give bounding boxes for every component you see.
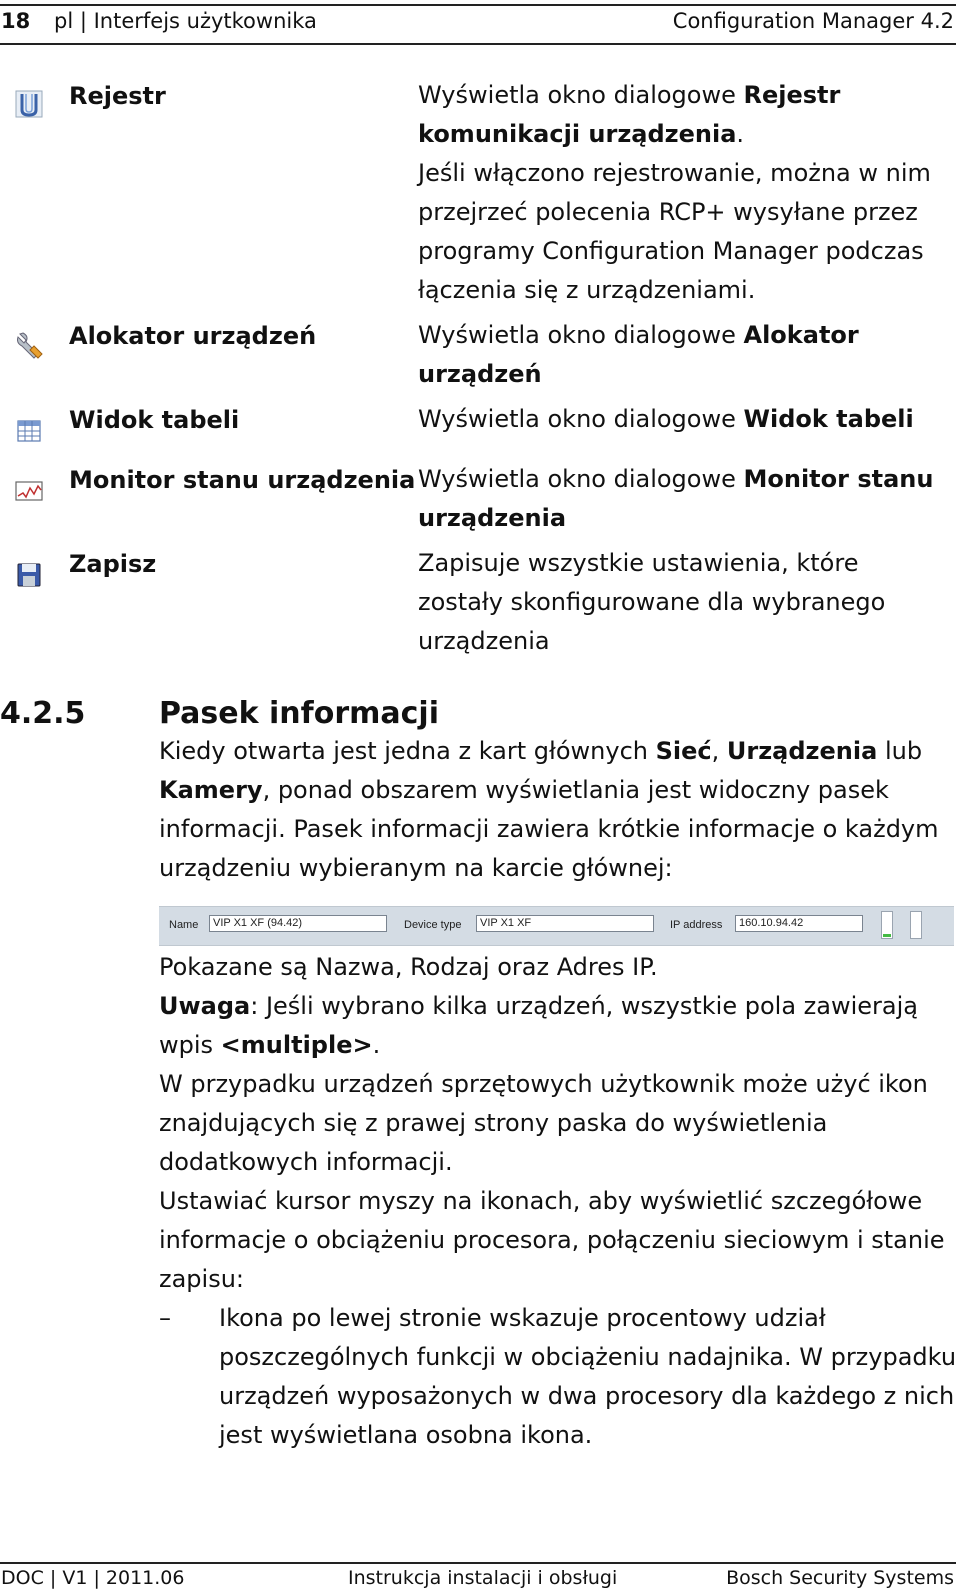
- command-name-log: Rejestr: [69, 82, 166, 110]
- header-top-rule: [0, 4, 956, 6]
- wrench-icon: [14, 330, 44, 360]
- command-desc-log: Wyświetla okno dialogowe Rejestr komunikacji urządzenia. Jeśli włączono rejestrowanie, można w nim przejrzeć polecenia RCP+ wysyłane przez programy Configuration Manager podczas łączenia się z urządzeniami.: [418, 81, 931, 304]
- cpu-load-icon[interactable]: [881, 911, 893, 939]
- footer-center: Instrukcja instalacji i obsługi: [348, 1567, 618, 1589]
- name-label: Name: [169, 919, 199, 931]
- table-icon: [14, 416, 44, 446]
- device-type-field[interactable]: VIP X1 XF: [476, 915, 654, 932]
- ip-address-field[interactable]: 160.10.94.42: [735, 915, 863, 932]
- save-disk-icon: [14, 560, 44, 590]
- name-field[interactable]: VIP X1 XF (94.42): [209, 915, 387, 932]
- monitor-chart-icon: [14, 476, 44, 506]
- section-title: Pasek informacji: [159, 696, 439, 731]
- device-type-label: Device type: [404, 919, 462, 931]
- header-section: pl | Interfejs użytkownika: [54, 9, 317, 33]
- shown-fields-text: Pokazane są Nazwa, Rodzaj oraz Adres IP.: [159, 953, 658, 981]
- command-desc-monitor: Wyświetla okno dialogowe Monitor stanu urządzenia: [418, 465, 934, 532]
- section-number: 4.2.5: [0, 696, 86, 731]
- section-intro: Kiedy otwarta jest jedna z kart głównych Sieć, Urządzenia lub Kamery, ponad obszarem wyświetlania jest widoczny pasek informacji. Pasek informacji zawiera krótkie informacje o każdym urządzeniu wybieranym na karcie głównej:: [159, 737, 939, 882]
- ip-address-label: IP address: [670, 919, 723, 931]
- bullet-marker: –: [159, 1304, 171, 1332]
- command-name-allocator: Alokator urządzeń: [69, 322, 317, 350]
- command-name-save: Zapisz: [69, 550, 157, 578]
- footer-right: Bosch Security Systems: [726, 1567, 954, 1589]
- command-desc-allocator: Wyświetla okno dialogowe Alokator urządzeń: [418, 321, 859, 388]
- command-name-table: Widok tabeli: [69, 406, 240, 434]
- hover-text: Ustawiać kursor myszy na ikonach, aby wyświetlić szczegółowe informacje o obciążeniu procesora, połączeniu sieciowym i stanie zapisu:: [159, 1187, 945, 1293]
- info-bar: [159, 906, 954, 946]
- log-icon: [14, 88, 44, 118]
- command-desc-save: Zapisuje wszystkie ustawienia, które zostały skonfigurowane dla wybranego urządzenia: [418, 549, 886, 655]
- header-bottom-rule: [0, 43, 956, 45]
- hardware-text: W przypadku urządzeń sprzętowych użytkownik może użyć ikon znajdujących się z prawej strony paska do wyświetlenia dodatkowych informacji.: [159, 1070, 928, 1176]
- command-name-monitor: Monitor stanu urządzenia: [69, 466, 416, 494]
- bullet-text: Ikona po lewej stronie wskazuje procentowy udział poszczególnych funkcji w obciążeniu nadajnika. W przypadku urządzeń wyposażonych w dwa procesory dla każdego z nich jest wyświetlana osobna ikona.: [219, 1304, 957, 1449]
- command-desc-table: Wyświetla okno dialogowe Widok tabeli: [418, 405, 914, 433]
- footer-rule: [0, 1562, 956, 1564]
- network-status-icon[interactable]: [910, 911, 922, 939]
- note-text: Uwaga: Jeśli wybrano kilka urządzeń, wszystkie pola zawierają wpis <multiple>.: [159, 992, 918, 1059]
- footer-left: DOC | V1 | 2011.06: [1, 1567, 185, 1589]
- header-product: Configuration Manager 4.2: [672, 9, 954, 33]
- page-number: 18: [1, 9, 31, 33]
